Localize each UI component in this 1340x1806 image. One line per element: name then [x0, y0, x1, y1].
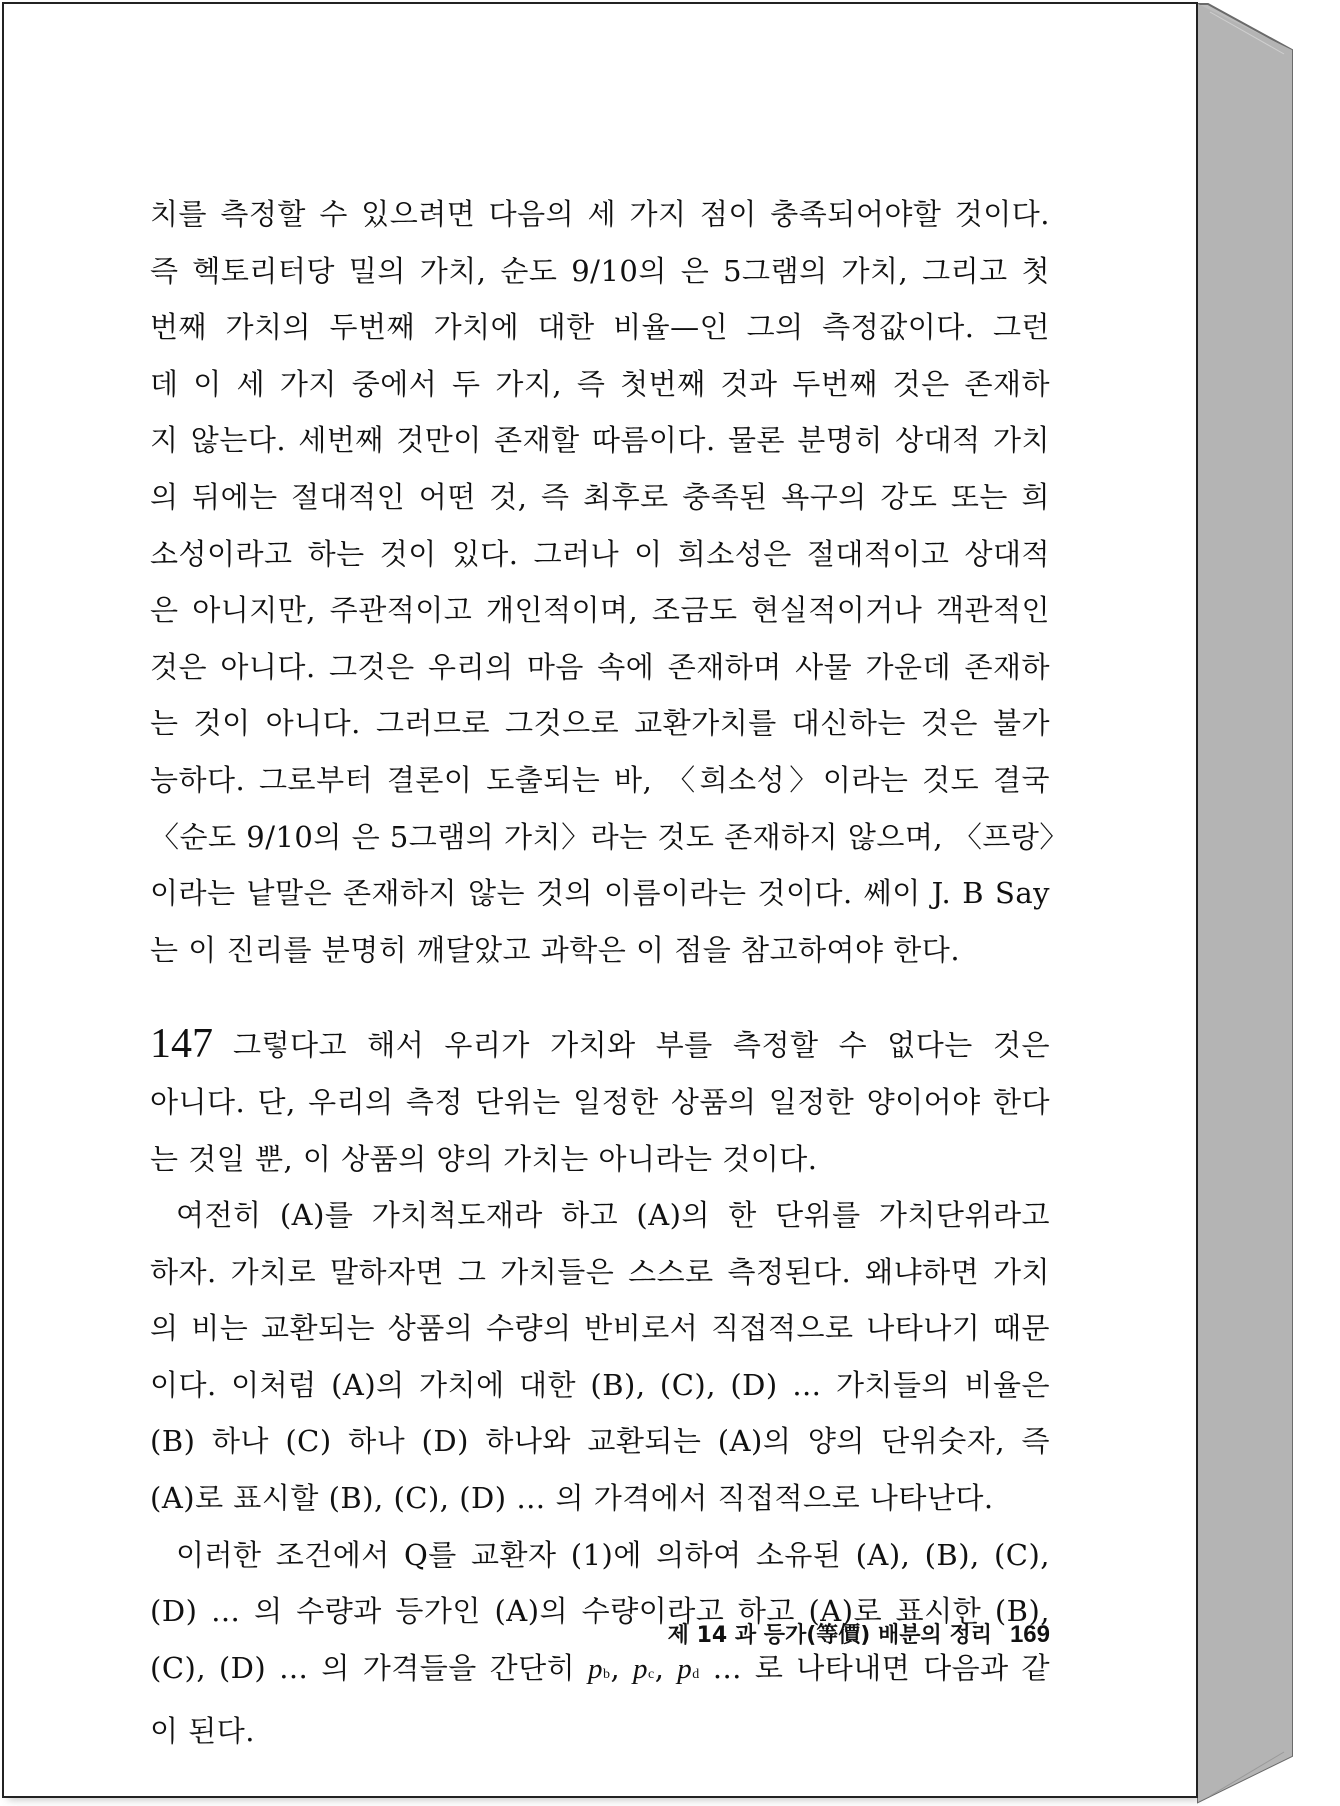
text-line: 능하다. 그로부터 결론이 도출되는 바, 〈희소성〉이라는 것도 결국 — [150, 762, 1050, 797]
price-pb: pb — [587, 1652, 611, 1685]
section-number: 147 — [150, 1021, 213, 1068]
text-line: 는 이 진리를 분명히 깨달았고 과학은 이 점을 참고하여야 한다. — [150, 932, 961, 967]
text-line-prefix: (C), (D) … 의 가격들을 간단히 — [150, 1650, 576, 1685]
text-line: 것은 아니다. 그것은 우리의 마음 속에 존재하며 사물 가운데 존재하 — [150, 649, 1050, 684]
text-line: 는 것일 뿐, 이 상품의 양의 가치는 아니라는 것이다. — [150, 1141, 818, 1176]
text-line — [150, 1014, 1050, 1074]
paragraph-3 — [150, 1187, 1050, 1527]
text-line: 즉 헥토리터당 밀의 가치, 순도 9/10의 은 5그램의 가치, 그리고 첫 — [150, 253, 1050, 288]
text-line: 소성이라고 하는 것이 있다. 그러나 이 희소성은 절대적이고 상대적 — [150, 536, 1050, 571]
text-line: 의 뒤에는 절대적인 어떤 것, 즉 최후로 충족된 욕구의 강도 또는 희 — [150, 479, 1050, 514]
text-line: 이 된다. — [150, 1714, 255, 1749]
text-line: 번째 가치의 두번째 가치에 대한 비율—인 그의 측정값이다. 그런 — [150, 310, 1050, 345]
price-pd: pd — [677, 1652, 700, 1685]
text-line: 의 비는 교환되는 상품의 수량의 반비로서 직접적으로 나타나기 때문 — [150, 1311, 1050, 1346]
text-line: 아니다. 단, 우리의 측정 단위는 일정한 상품의 일정한 양이어야 한다 — [150, 1084, 1050, 1119]
page-number: 169 — [1009, 1621, 1050, 1648]
chapter-title: 제 14 과 등가(等價) 배분의 정리 — [667, 1623, 992, 1648]
page-footer — [605, 1618, 1050, 1649]
paragraph-2 — [150, 1014, 1050, 1187]
text-line: 이다. 이처럼 (A)의 가치에 대한 (B), (C), (D) … 가치들의 비율은 — [150, 1367, 1050, 1402]
text-line: 은 아니지만, 주관적이고 개인적이며, 조금도 현실적이거나 객관적인 — [150, 593, 1050, 628]
text-line: 치를 측정할 수 있으려면 다음의 세 가지 점이 충족되어야할 것이다. — [150, 197, 1050, 231]
text-line: 〈순도 9/10의 은 5그램의 가치〉라는 것도 존재하지 않으며, 〈프랑〉 — [150, 819, 1069, 854]
text-line: (D) … 의 수량과 등가인 (A)의 수량이라고 하고 (A)로 표시한 (B), — [150, 1594, 1050, 1629]
body-text — [150, 186, 1069, 1760]
text-line: 이라는 낱말은 존재하지 않는 것의 이름이라는 것이다. 쎄이 J. B Say — [150, 876, 1050, 911]
price-pc: pc — [633, 1652, 655, 1685]
text-line: 데 이 세 가지 중에서 두 가지, 즉 첫번째 것과 두번째 것은 존재하 — [150, 366, 1050, 401]
text-line: (A)로 표시할 (B), (C), (D) … 의 가격에서 직접적으로 나타난다. — [150, 1481, 994, 1516]
text-line: 는 것이 아니다. 그러므로 그것으로 교환가치를 대신하는 것은 불가 — [150, 706, 1050, 741]
text-line: 이러한 조건에서 Q를 교환자 (1)에 의하여 소유된 (A), (B), (C), — [176, 1537, 1050, 1572]
text-line-suffix: … 로 나타내면 다음과 같 — [712, 1650, 1051, 1685]
text-line: (B) 하나 (C) 하나 (D) 하나와 교환되는 (A)의 양의 단위숫자, 즉 — [150, 1424, 1050, 1459]
paragraph-1 — [150, 186, 1069, 978]
text-line-body: 그렇다고 해서 우리가 가치와 부를 측정할 수 없다는 것은 — [233, 1028, 1050, 1063]
text-line: 지 않는다. 세번째 것만이 존재할 따름이다. 물론 분명히 상대적 가치 — [150, 423, 1050, 458]
text-line: 여전히 (A)를 가치척도재라 하고 (A)의 한 단위를 가치단위라고 — [176, 1198, 1050, 1233]
text-line: 하자. 가치로 말하자면 그 가치들은 스스로 측정된다. 왜냐하면 가치 — [150, 1254, 1050, 1289]
text-line: (C), (D) … 의 가격들을 간단히 pb, pc, pd … 로 나타내면 다음과 같 — [150, 1650, 1051, 1685]
